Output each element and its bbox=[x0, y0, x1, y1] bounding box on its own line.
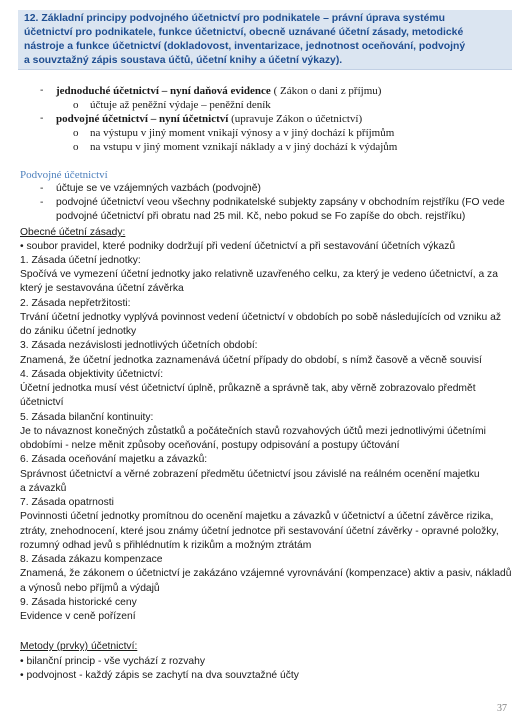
list-subitem: na výstupu v jiný moment vnikají výnosy a v jiný dochází k příjmům bbox=[90, 127, 395, 139]
list-dash: - bbox=[40, 113, 44, 124]
body-line: 8. Zásada zákazu kompenzace bbox=[20, 554, 163, 565]
list-dash: - bbox=[40, 197, 44, 208]
body-line: Správnost účetnictví a věrné zobrazení předmětu účetnictví jsou závislé na reálném ocenění majetku bbox=[20, 469, 480, 480]
body-line: 9. Zásada historické ceny bbox=[20, 597, 137, 608]
body-line: Účetní jednotka musí vést účetnictví úplně, průkazně a správně tak, aby věrně zobrazovalo předmět bbox=[20, 383, 476, 394]
heading-line-2: účetnictví pro podnikatele, funkce účetnictví, obecně uznávané účetní zásady, metodické bbox=[24, 27, 464, 38]
body-line: • soubor pravidel, které podniky dodržují při vedení účetnictví a při sestavování účetních výkazů bbox=[20, 241, 456, 252]
heading-line-1: 12. Základní principy podvojného účetnictví pro podnikatele – právní úprava systému bbox=[24, 13, 445, 24]
list-bullet-o: o bbox=[73, 99, 79, 111]
body-line: 3. Zásada nezávislosti jednotlivých účetních období: bbox=[20, 340, 258, 351]
body-heading: Obecné účetní zásady: bbox=[20, 227, 126, 238]
body-line: a závazků bbox=[20, 483, 67, 494]
list-item: podvojné účetnictví – nyní účetnictví (upravuje Zákon o účetnictví) bbox=[56, 113, 363, 125]
heading-line-4: a souvztažný zápis soustava účtů, účetní knihy a účetní výkazy). bbox=[24, 55, 343, 66]
body-heading: Metody (prvky) účetnictví: bbox=[20, 641, 138, 652]
body-line: do zániku účetní jednotky bbox=[20, 326, 137, 337]
body-line: Povinnosti účetní jednotky promítnou do ocenění majetku a závazků v účetnictví a účetní závěrce rizika, bbox=[20, 511, 494, 522]
body-line: Spočívá ve vymezení účetní jednotky jako relativně uzavřeného celku, za který je vedeno účetnictví, a za bbox=[20, 269, 498, 280]
body-line: rozumný odhad jevů s přihlédnutím k rizikům a možným ztrátám bbox=[20, 540, 312, 551]
body-line: účetnictví bbox=[20, 397, 64, 408]
body-line: ztráty, znehodnocení, které jsou známy účetní jednotce při sestavování účetní závěrky - opravné položky, bbox=[20, 526, 499, 537]
section-heading bbox=[18, 10, 512, 70]
body-line: 4. Zásada objektivity účetnictví: bbox=[20, 369, 164, 380]
list-item: podvojné účetnictví veou všechny podnikatelské subjekty zapsány v obchodním rejstříku (FO vede bbox=[56, 197, 505, 208]
body-line: 6. Zásada oceňování majetku a závazků: bbox=[20, 454, 208, 465]
body-line: Evidence v ceně pořízení bbox=[20, 611, 136, 622]
list-dash: - bbox=[40, 183, 44, 194]
body-line: • bilanční princip - vše vychází z rozvahy bbox=[20, 656, 206, 667]
list-item: účtuje se ve vzájemných vazbách (podvojně) bbox=[56, 183, 261, 194]
body-line: 7. Zásada opatrnosti bbox=[20, 497, 114, 508]
body-line: 2. Zásada nepřetržitosti: bbox=[20, 298, 131, 309]
body-line: • podvojnost - každý zápis se zachytí na dva souvztažné účty bbox=[20, 670, 299, 681]
body-line: Trvání účetní jednotky vyplývá povinnost vedení účetnictví v obdobích po sobě následujících od vzniku až bbox=[20, 312, 501, 323]
body-line: a výnosů nebo příjmů a výdajů bbox=[20, 583, 160, 594]
subsection-title: Podvojné účetnictví bbox=[20, 169, 108, 181]
body-line: obdobími - nelze měnit způsoby oceňování, postupy odpisování a postupy účtování bbox=[20, 440, 400, 451]
heading-line-3: nástroje a funkce účetnictví (dokladovost, inventarizace, jednotnost oceňování, podvojný bbox=[24, 41, 466, 52]
heading-number: 12. bbox=[24, 13, 39, 24]
body-line: Znamená, že účetní jednotka zaznamenává účetní případy do období, s nímž časově a věcně souvisí bbox=[20, 355, 482, 366]
list-bullet-o: o bbox=[73, 141, 79, 153]
body-line: 5. Zásada bilanční kontinuity: bbox=[20, 412, 154, 423]
body-line: který je sestavována účetní závěrka bbox=[20, 283, 184, 294]
list-item: jednoduché účetnictví – nyní daňová evidence ( Zákon o dani z příjmu) bbox=[56, 85, 382, 97]
list-subitem: účtuje až peněžní výdaje – peněžní deník bbox=[90, 99, 271, 111]
page-number: 37 bbox=[497, 703, 507, 714]
list-bullet-o: o bbox=[73, 127, 79, 139]
body-line: Znamená, že zákonem o účetnictví je zakázáno vzájemné vyrovnávání (kompenzace) aktiv a pasiv, nákladů bbox=[20, 568, 512, 579]
body-line: 1. Zásada účetní jednotky: bbox=[20, 255, 141, 266]
list-dash: - bbox=[40, 85, 44, 96]
list-subitem: na vstupu v jiný moment vznikají náklady a v jiný dochází k výdajům bbox=[90, 141, 398, 153]
body-line: Je to návaznost konečných zůstatků a počátečních stavů rozvahových účtů mezi jednotlivými účetními bbox=[20, 426, 486, 437]
list-item-cont: podvojné účetnictví při obratu nad 25 mil. Kč, nebo pokud se Fo zapíše do obch. rejstříku) bbox=[56, 211, 466, 222]
